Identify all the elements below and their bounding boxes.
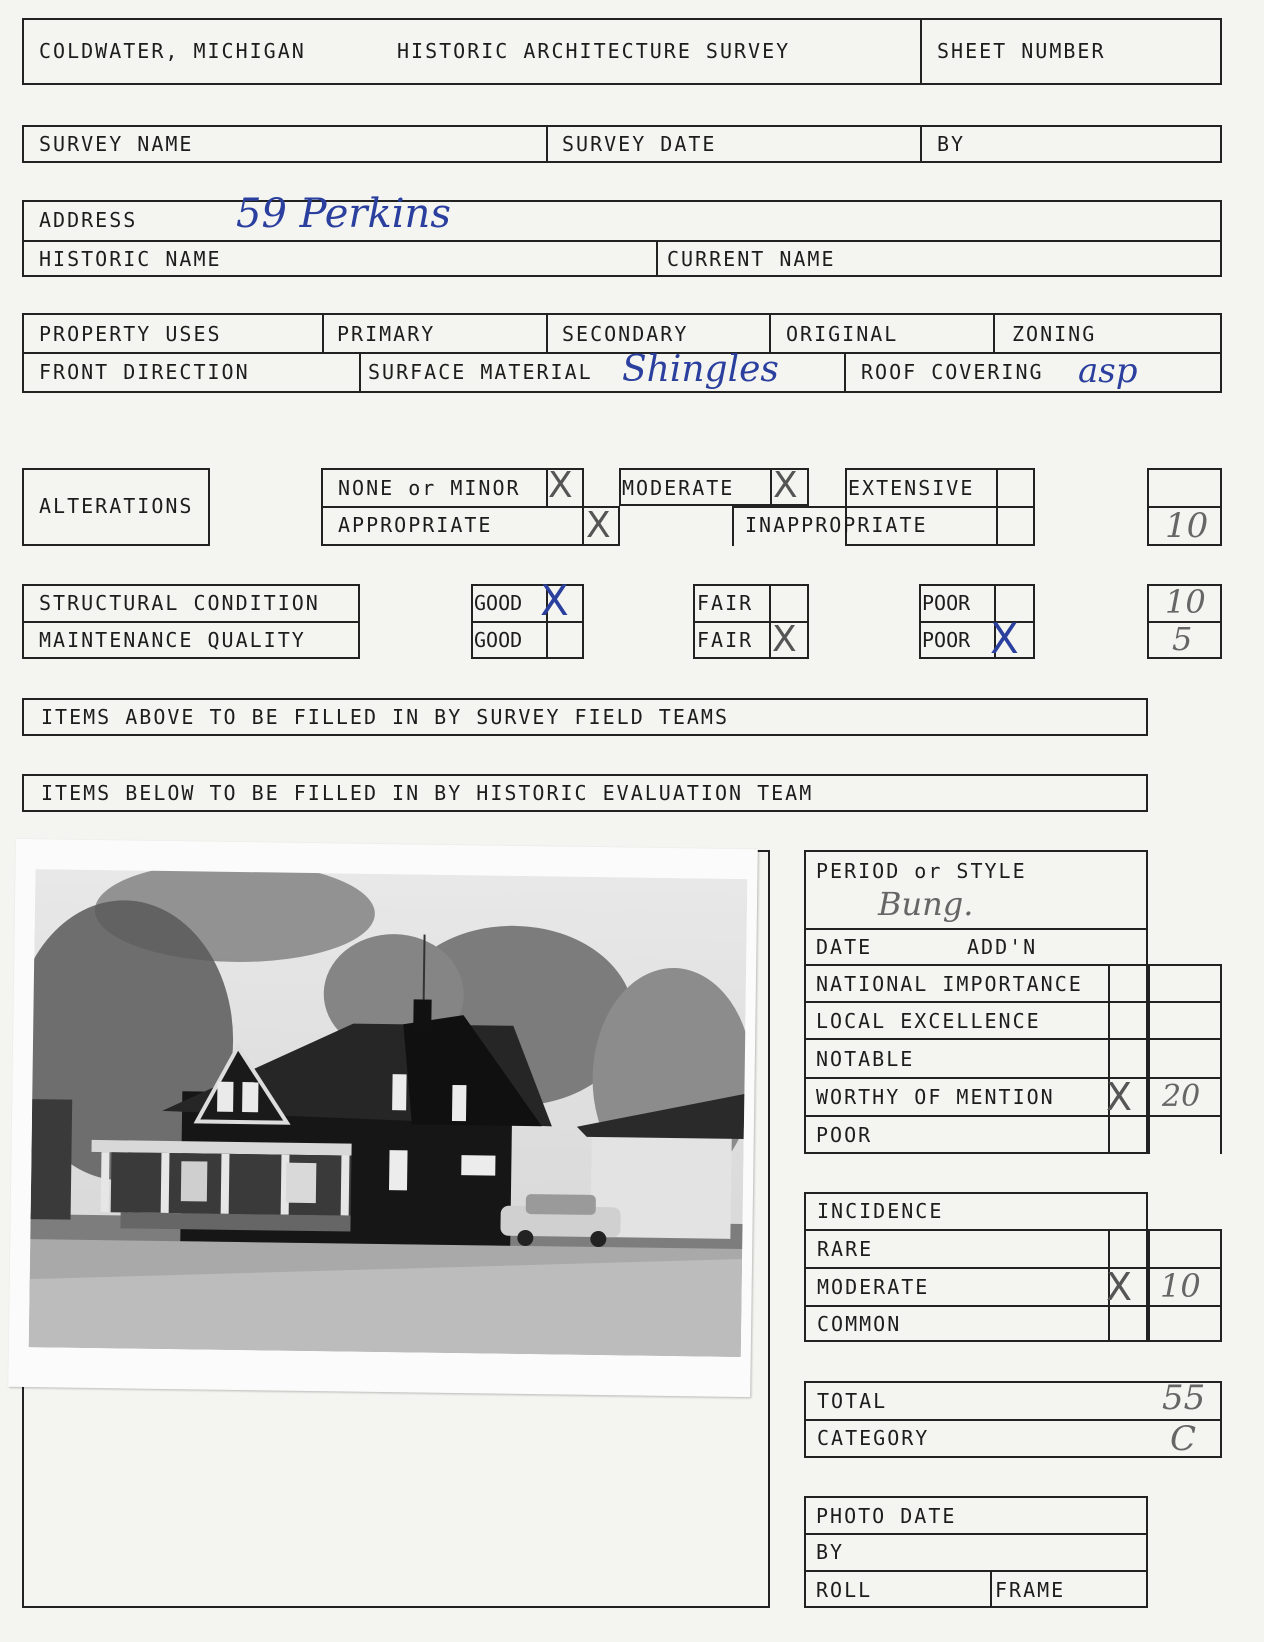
incidence-bottom [1108,1340,1222,1342]
appropriate-mark: X [586,505,611,546]
structural-fair-label: FAIR [697,591,754,615]
incidence-moderate-label: MODERATE [817,1275,930,1299]
alterations-score: 10 [1165,506,1209,546]
original-label: ORIGINAL [786,322,899,346]
front-direction-divider [359,352,361,393]
totals-divider [804,1419,1222,1421]
extensive-check-divider [996,468,998,546]
local-excellence-label: LOCAL EXCELLENCE [816,1009,1041,1033]
city-label: COLDWATER, MICHIGAN [39,39,306,63]
eval-check-col [1108,964,1110,1154]
survey-divider-2 [920,125,922,163]
condition-label-divider [22,621,360,623]
structural-poor-label: POOR [922,591,971,615]
worthy-mark: X [1106,1075,1133,1119]
surface-material-label: SURFACE MATERIAL [368,360,593,384]
structural-good-label: GOOD [474,591,523,615]
extensive-label: EXTENSIVE [848,476,975,500]
survey-date-label: SURVEY DATE [562,132,717,156]
roof-covering-label: ROOF COVERING [861,360,1044,384]
eval-score-right [1220,964,1222,1154]
moderate-label: MODERATE [622,476,735,500]
national-divider [804,1001,1222,1003]
incidence-score-col [1148,1229,1150,1342]
maintenance-poor-mark: X [990,614,1019,663]
property-uses-label: PROPERTY USES [39,322,222,346]
extensive-divider [732,506,1035,508]
roll-frame-divider [990,1570,992,1608]
category-value: C [1170,1419,1197,1459]
historic-name-label: HISTORIC NAME [39,247,222,271]
incidence-label: INCIDENCE [817,1199,944,1223]
property-col-2 [546,313,548,352]
worthy-score: 20 [1162,1079,1201,1114]
period-divider [804,928,1148,930]
secondary-label: SECONDARY [562,322,689,346]
addn-label: ADD'N [967,935,1038,959]
none-minor-mark: X [548,465,573,506]
structural-good-mark: X [540,576,569,625]
worthy-divider [804,1115,1222,1117]
address-value: 59 Perkins [236,191,451,237]
category-label: CATEGORY [817,1426,930,1450]
alterations-row-divider [321,506,584,508]
period-value: Bung. [878,885,974,923]
structural-score: 10 [1165,583,1206,621]
maintenance-poor-label: POOR [922,628,971,652]
moderate-check-divider [770,468,772,506]
survey-name-label: SURVEY NAME [39,132,194,156]
survey-by-label: BY [937,132,966,156]
maintenance-fair-label: FAIR [697,628,754,652]
header-divider [920,18,922,85]
none-minor-label: NONE or MINOR [338,476,521,500]
roof-covering-value: asp [1078,351,1138,391]
date-label: DATE [816,935,873,959]
moderate-mark: X [773,465,798,506]
house-photo-image [29,869,748,1357]
maintenance-quality-label: MAINTENANCE QUALITY [39,628,306,652]
total-value: 55 [1162,1378,1206,1418]
surface-divider [844,352,846,393]
roll-label: ROLL [816,1578,873,1602]
incidence-moderate-score: 10 [1160,1267,1201,1305]
photo-date-label: PHOTO DATE [816,1504,957,1528]
common-label: COMMON [817,1312,902,1336]
inappropriate-left [732,506,734,546]
worthy-of-mention-label: WORTHY OF MENTION [816,1085,1055,1109]
note-above: ITEMS ABOVE TO BE FILLED IN BY SURVEY FIELD TEAMS [41,705,730,729]
maintenance-score: 5 [1172,620,1193,658]
rare-label: RARE [817,1237,874,1261]
photo-date-divider [804,1533,1148,1535]
date-divider [804,964,1222,966]
photo-by-label: BY [816,1540,845,1564]
incidence-moderate-mark: X [1106,1265,1133,1309]
total-label: TOTAL [817,1389,888,1413]
address-divider [22,240,1222,242]
incidence-score-right [1220,1229,1222,1342]
property-col-4 [993,313,995,352]
notable-label: NOTABLE [816,1047,915,1071]
front-direction-label: FRONT DIRECTION [39,360,250,384]
national-importance-label: NATIONAL IMPORTANCE [816,972,1083,996]
moderate-divider [804,1305,1222,1307]
sheet-number-label: SHEET NUMBER [937,39,1106,63]
primary-label: PRIMARY [337,322,436,346]
survey-divider-1 [546,125,548,163]
property-col-3 [769,313,771,352]
address-label: ADDRESS [39,208,138,232]
house-photo [8,839,758,1397]
frame-label: FRAME [995,1578,1066,1602]
note-below: ITEMS BELOW TO BE FILLED IN BY HISTORIC EVALUATION TEAM [41,781,814,805]
surface-material-value: Shingles [622,349,779,390]
survey-title: HISTORIC ARCHITECTURE SURVEY [397,39,791,63]
period-label: PERIOD or STYLE [816,859,1027,883]
fair-check-divider [769,584,771,659]
eval-score-col [1148,964,1150,1154]
incidence-divider [804,1229,1222,1231]
inappropriate-label: INAPPROPRIATE [745,513,928,537]
local-divider [804,1038,1222,1040]
structural-condition-label: STRUCTURAL CONDITION [39,591,320,615]
appropriate-label: APPROPRIATE [338,513,493,537]
current-name-label: CURRENT NAME [667,247,836,271]
photo-by-divider [804,1570,1148,1572]
alterations-label: ALTERATIONS [39,494,194,518]
notable-divider [804,1077,1222,1079]
zoning-label: ZONING [1012,322,1097,346]
evaluation-poor-label: POOR [816,1123,873,1147]
maintenance-fair-mark: X [772,619,797,660]
property-col-1 [322,313,324,352]
name-divider [656,240,658,277]
maintenance-good-label: GOOD [474,628,523,652]
